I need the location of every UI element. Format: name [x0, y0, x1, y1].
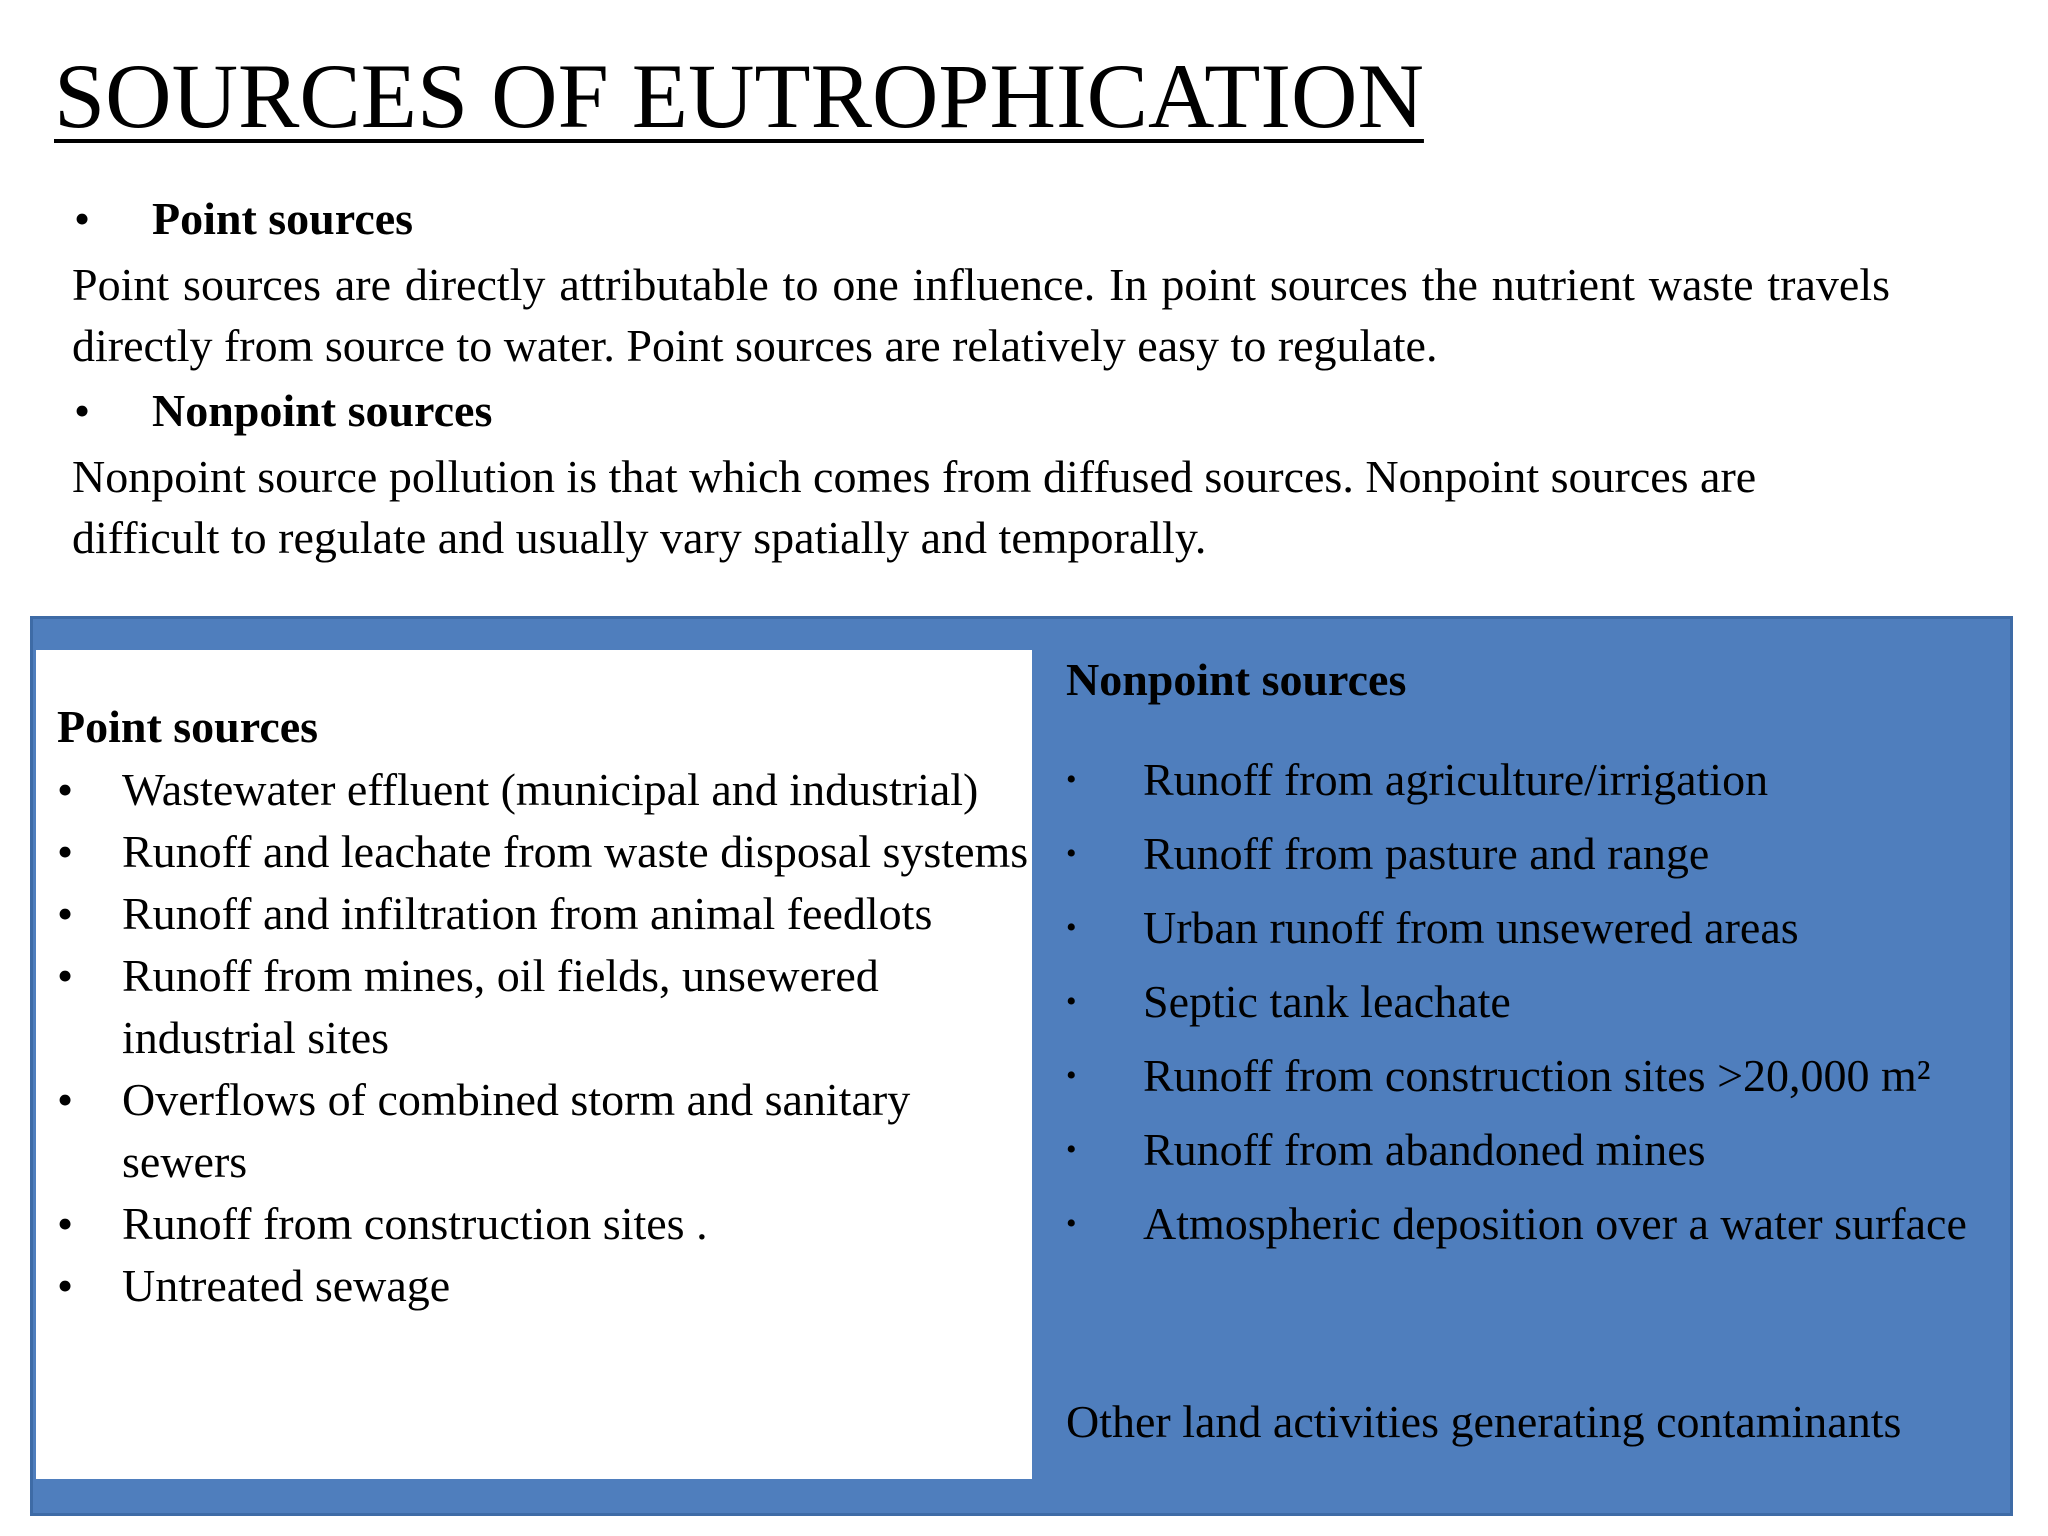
list-item [57, 945, 1032, 1069]
bullet-icon: • [1066, 1133, 1077, 1166]
list-item-text: Wastewater effluent (municipal and industrial) [122, 764, 979, 815]
bullet-icon: • [1066, 985, 1077, 1018]
bullet-icon: • [1066, 763, 1077, 796]
bullet-icon: • [57, 1260, 74, 1311]
bullet-icon: • [57, 950, 74, 1001]
list-item [1066, 819, 2026, 889]
list-item-text: Untreated sewage [122, 1260, 451, 1311]
list-item [57, 1069, 1032, 1193]
slide-title: SOURCES OF EUTROPHICATION [54, 45, 1424, 147]
list-item-text: Septic tank leachate [1143, 976, 1511, 1027]
point-panel-heading: Point sources [57, 701, 319, 752]
bullet-icon: • [57, 826, 74, 877]
nonpoint-panel-heading: Nonpoint sources [1066, 654, 1407, 705]
intro-section [72, 190, 1890, 574]
nonpoint-sources-heading-label: Nonpoint sources [152, 385, 493, 436]
list-item-text: Runoff from construction sites . [122, 1198, 708, 1249]
list-item-text: Runoff from pasture and range [1143, 828, 1710, 879]
bullet-icon: • [1066, 1207, 1077, 1240]
point-sources-heading [74, 190, 1890, 248]
list-item-text: Runoff from mines, oil fields, unsewered industrial sites [122, 950, 879, 1063]
bullet-icon: • [1066, 1059, 1077, 1092]
list-item [1066, 967, 2026, 1037]
nonpoint-sources-heading [74, 382, 1890, 440]
list-item-text: Urban runoff from unsewered areas [1143, 902, 1799, 953]
list-item [57, 1255, 1032, 1317]
bullet-icon: • [57, 888, 74, 939]
list-item [57, 821, 1032, 883]
nonpoint-sources-description: Nonpoint source pollution is that which comes from diffused sources. Nonpoint sources are difficult to regulate and usually vary spatially and temporally. [72, 451, 1757, 563]
list-item [1066, 1189, 2026, 1259]
bullet-icon: • [1066, 911, 1077, 944]
list-item-text: Runoff and leachate from waste disposal systems [122, 826, 1029, 877]
point-sources-list [57, 759, 1032, 1317]
bullet-icon: • [57, 1074, 74, 1125]
list-item [1066, 1115, 2026, 1185]
list-item [1066, 745, 2026, 815]
point-sources-description: Point sources are directly attributable to one influence. In point sources the nutrient waste travels directly from source to water. Point sources are relatively easy to regulate. [72, 259, 1890, 371]
list-item [57, 883, 1032, 945]
nonpoint-panel-footer: Other land activities generating contaminants [1066, 1396, 1902, 1447]
list-item-text: Overflows of combined storm and sanitary sewers [122, 1074, 911, 1187]
bullet-icon: • [57, 1198, 74, 1249]
comparison-box [30, 616, 2013, 1516]
point-sources-panel [36, 650, 1032, 1479]
point-sources-heading-label: Point sources [152, 193, 414, 244]
list-item [1066, 1041, 2026, 1111]
nonpoint-sources-list [1066, 745, 2026, 1263]
bullet-icon: • [74, 193, 91, 244]
list-item [57, 1193, 1032, 1255]
bullet-icon: • [1066, 837, 1077, 870]
bullet-icon: • [57, 764, 74, 815]
list-item [57, 759, 1032, 821]
list-item-text: Runoff and infiltration from animal feedlots [122, 888, 933, 939]
list-item-text: Atmospheric deposition over a water surface [1143, 1198, 1967, 1249]
bullet-icon: • [74, 385, 91, 436]
list-item-text: Runoff from construction sites >20,000 m² [1143, 1050, 1931, 1101]
list-item-text: Runoff from agriculture/irrigation [1143, 754, 1769, 805]
list-item [1066, 893, 2026, 963]
list-item-text: Runoff from abandoned mines [1143, 1124, 1706, 1175]
